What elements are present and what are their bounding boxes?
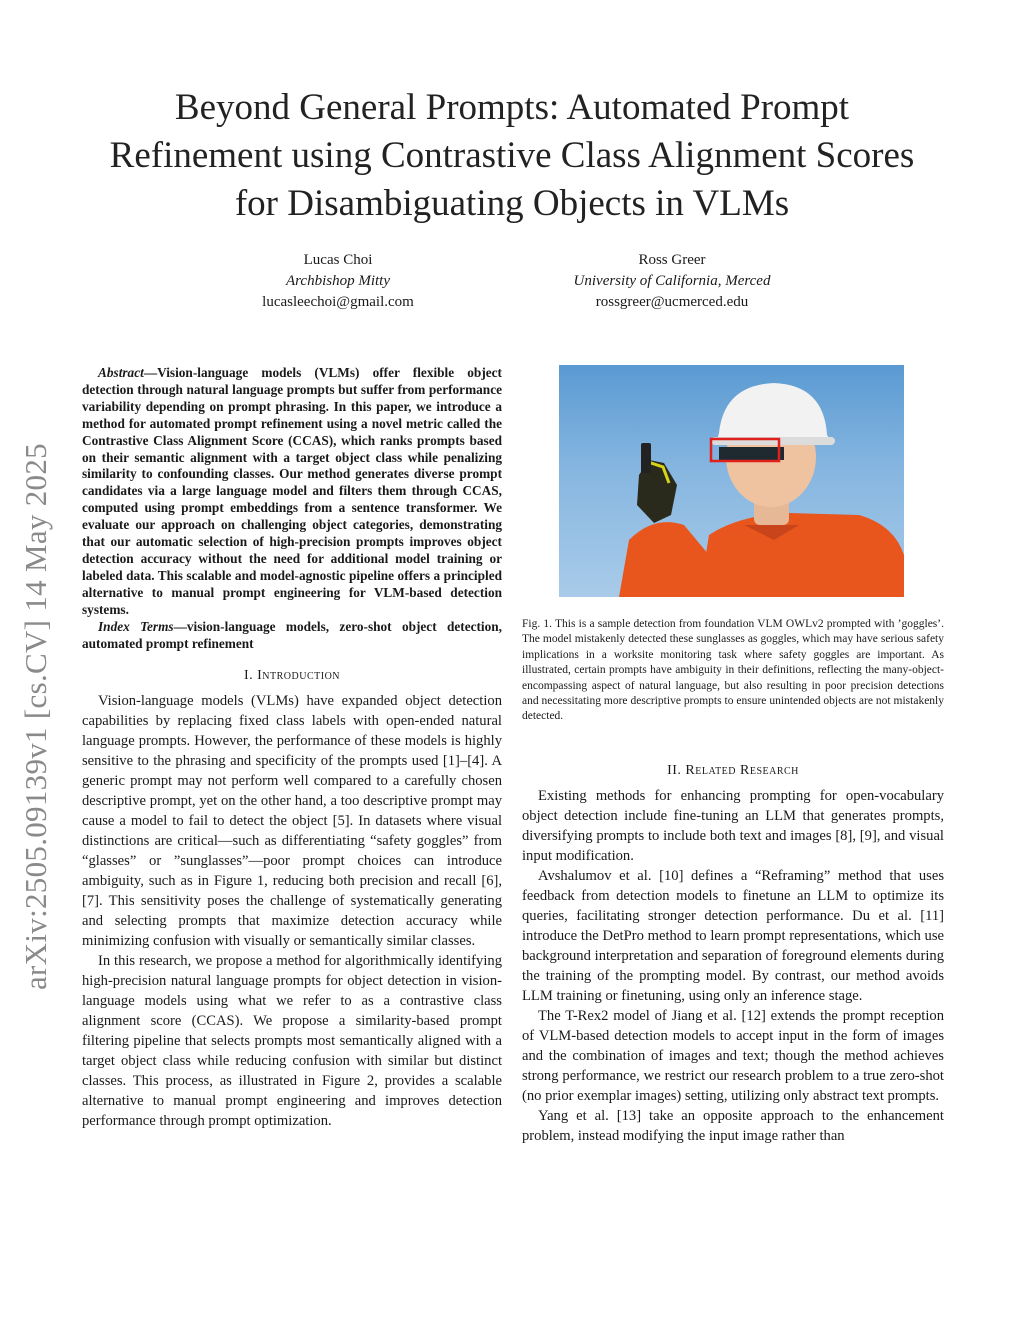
- abstract: Abstract—Vision-language models (VLMs) offer flexible object detection through natural language prompts but suffer from performance variability depending on prompt phrasing. In this paper, we introduce a method for automated prompt refinement using a novel metric called the Contrastive Class Alignment Score (CCAS), which ranks prompts based on their semantic alignment with a target object class while penalizing similarity to confounding classes. Our method generates diverse prompt candidates via a large language model and filters them through CCAS, computed using prompt embeddings from a sentence transformer. We evaluate our approach on challenging object categories, demonstrating that our automatic selection of high-precision prompts improves object detection accuracy without the need for additional model training or labeled data. This scalable and model-agnostic pipeline offers a principled alternative to manual prompt engineering for VLM-based detection systems.: [82, 365, 502, 617]
- author-block-1: [158, 250, 518, 313]
- author-email: lucasleechoi@gmail.com: [262, 294, 414, 310]
- figure-1-image: [559, 365, 904, 597]
- orange-sleeve: [619, 522, 709, 597]
- related-paragraph-1: Existing methods for enhancing prompting for open-vocabulary object detection include fine-tuning an LLM that generates prompts, diversifying prompts to include both text and images [8], [9], and visual input modification.: [522, 787, 944, 864]
- related-paragraph-4: Yang et al. [13] take an opposite approach to the enhancement problem, instead modifying the input image rather than: [522, 1107, 944, 1144]
- index-terms: Index Terms—vision-language models, zero-shot object detection, automated prompt refinement: [82, 618, 502, 651]
- right-column: [522, 365, 944, 1146]
- orange-shirt: [699, 513, 904, 597]
- radio-antenna: [641, 443, 651, 473]
- index-terms-label: Index Terms: [98, 618, 174, 634]
- section-heading-introduction: I. Introduction: [243, 668, 341, 684]
- arxiv-identifier: arXiv:2505.09139v1 [cs.CV] 14 May 2025: [18, 443, 53, 990]
- index-terms-text: vision-language models, zero-shot object detection, automated prompt refinement: [82, 618, 502, 651]
- left-column: [82, 365, 502, 1131]
- paper-title: Beyond General Prompts: Automated Prompt Refinement using Contrastive Class Alignment Scores for Disambiguating Objects in VLMs: [109, 87, 915, 224]
- intro-paragraph-1: Vision-language models (VLMs) have expanded object detection capabilities by replacing fixed class labels with open-ended natural language prompts. However, the performance of these models is highly sensitive to the phrasing and specificity of the prompts used [1]–[4]. A generic prompt may not perform well compared to a carefully chosen descriptive prompt, yet on the other hand, a too descriptive prompt may cause a model to fail to detect the object [5]. In datasets where visual distinctions are critical—such as differentiating “safety goggles” from “glasses” or ”sunglasses”—poor prompt choices can introduce ambiguity, such as in Figure 1, reducing both precision and recall [6], [7]. This sensitivity poses the challenge of systematically generating and selecting prompts that maximize detection accuracy while minimizing confusion with visually or semantically similar classes.: [82, 693, 502, 950]
- related-paragraph-2: Avshalumov et al. [10] defines a “Reframing” method that uses feedback from detection models to finetune an LLM to optimize its queries, facilitating stronger detection performance. Du et al. [11] introduce the DetPro method to learn prompt representations, which use background interpretation and separation of foreground elements during the training of the prompting model. By contrast, our method avoids LLM training or finetuning, using only an inference stage.: [522, 867, 944, 1004]
- abstract-label: Abstract: [98, 365, 144, 380]
- author-affiliation: University of California, Merced: [573, 273, 771, 289]
- section-heading-related-research: II. Related Research: [667, 762, 799, 778]
- author-email: rossgreer@ucmerced.edu: [595, 294, 749, 310]
- figure-1-caption: Fig. 1. This is a sample detection from foundation VLM OWLv2 prompted with ’goggles’. The model mistakenly detected these sunglasses as goggles, which may have serious safety implications in a worksite monitoring task where safety goggles are important. As illustrated, certain prompts have ambiguity in their definitions, reflecting the many-object-encompassing aspect of natural language, but also resulting in poor precision detections and necessitating more descriptive prompts to ensure unintended objects are not mistakenly detected.: [522, 618, 944, 723]
- author-name: Ross Greer: [638, 252, 706, 268]
- author-name: Lucas Choi: [303, 252, 373, 268]
- sunglasses: [719, 447, 784, 460]
- author-affiliation: Archbishop Mitty: [285, 273, 390, 289]
- related-paragraph-3: The T-Rex2 model of Jiang et al. [12] extends the prompt reception of VLM-based detection models to accept input in the form of images and the combination of images and text; though the method achieves strong performance, we restrict our research problem to a true zero-shot (no prior exemplar images) setting, utilizing only abstract text prompts.: [522, 1007, 944, 1104]
- intro-paragraph-2: In this research, we propose a method for algorithmically identifying high-precision natural language prompts for object detection in vision-language models using what we refer to as a contrastive class alignment score (CCAS). We propose a similarity-based prompt filtering pipeline that selects prompts most semantically aligned with a target object class while reducing confusion with similar but distinct classes. This process, as illustrated in Figure 2, provides a scalable alternative to manual prompt engineering and improves detection performance through prompt optimization.: [82, 953, 502, 1130]
- author-block-2: [492, 250, 852, 313]
- worker-photo-illustration: [559, 365, 904, 597]
- hard-hat: [717, 383, 831, 441]
- abstract-text: Vision-language models (VLMs) offer flexible object detection through natural language prompts but suffer from performance variability depending on prompt phrasing. In this paper, we introduce a method for automated prompt refinement using a novel metric called the Contrastive Class Alignment Score (CCAS), which ranks prompts based on their semantic alignment with a target object class while penalizing similarity to confounding classes. Our method generates diverse prompt candidates via a large language model and filters them through CCAS, computed using prompt embeddings from a sentence transformer. We evaluate our approach on challenging object categories, demonstrating that our automatic selection of high-precision prompts improves object detection accuracy without the need for additional model training or labeled data. This scalable and model-agnostic pipeline offers a principled alternative to manual prompt engineering for VLM-based detection systems.: [82, 365, 502, 617]
